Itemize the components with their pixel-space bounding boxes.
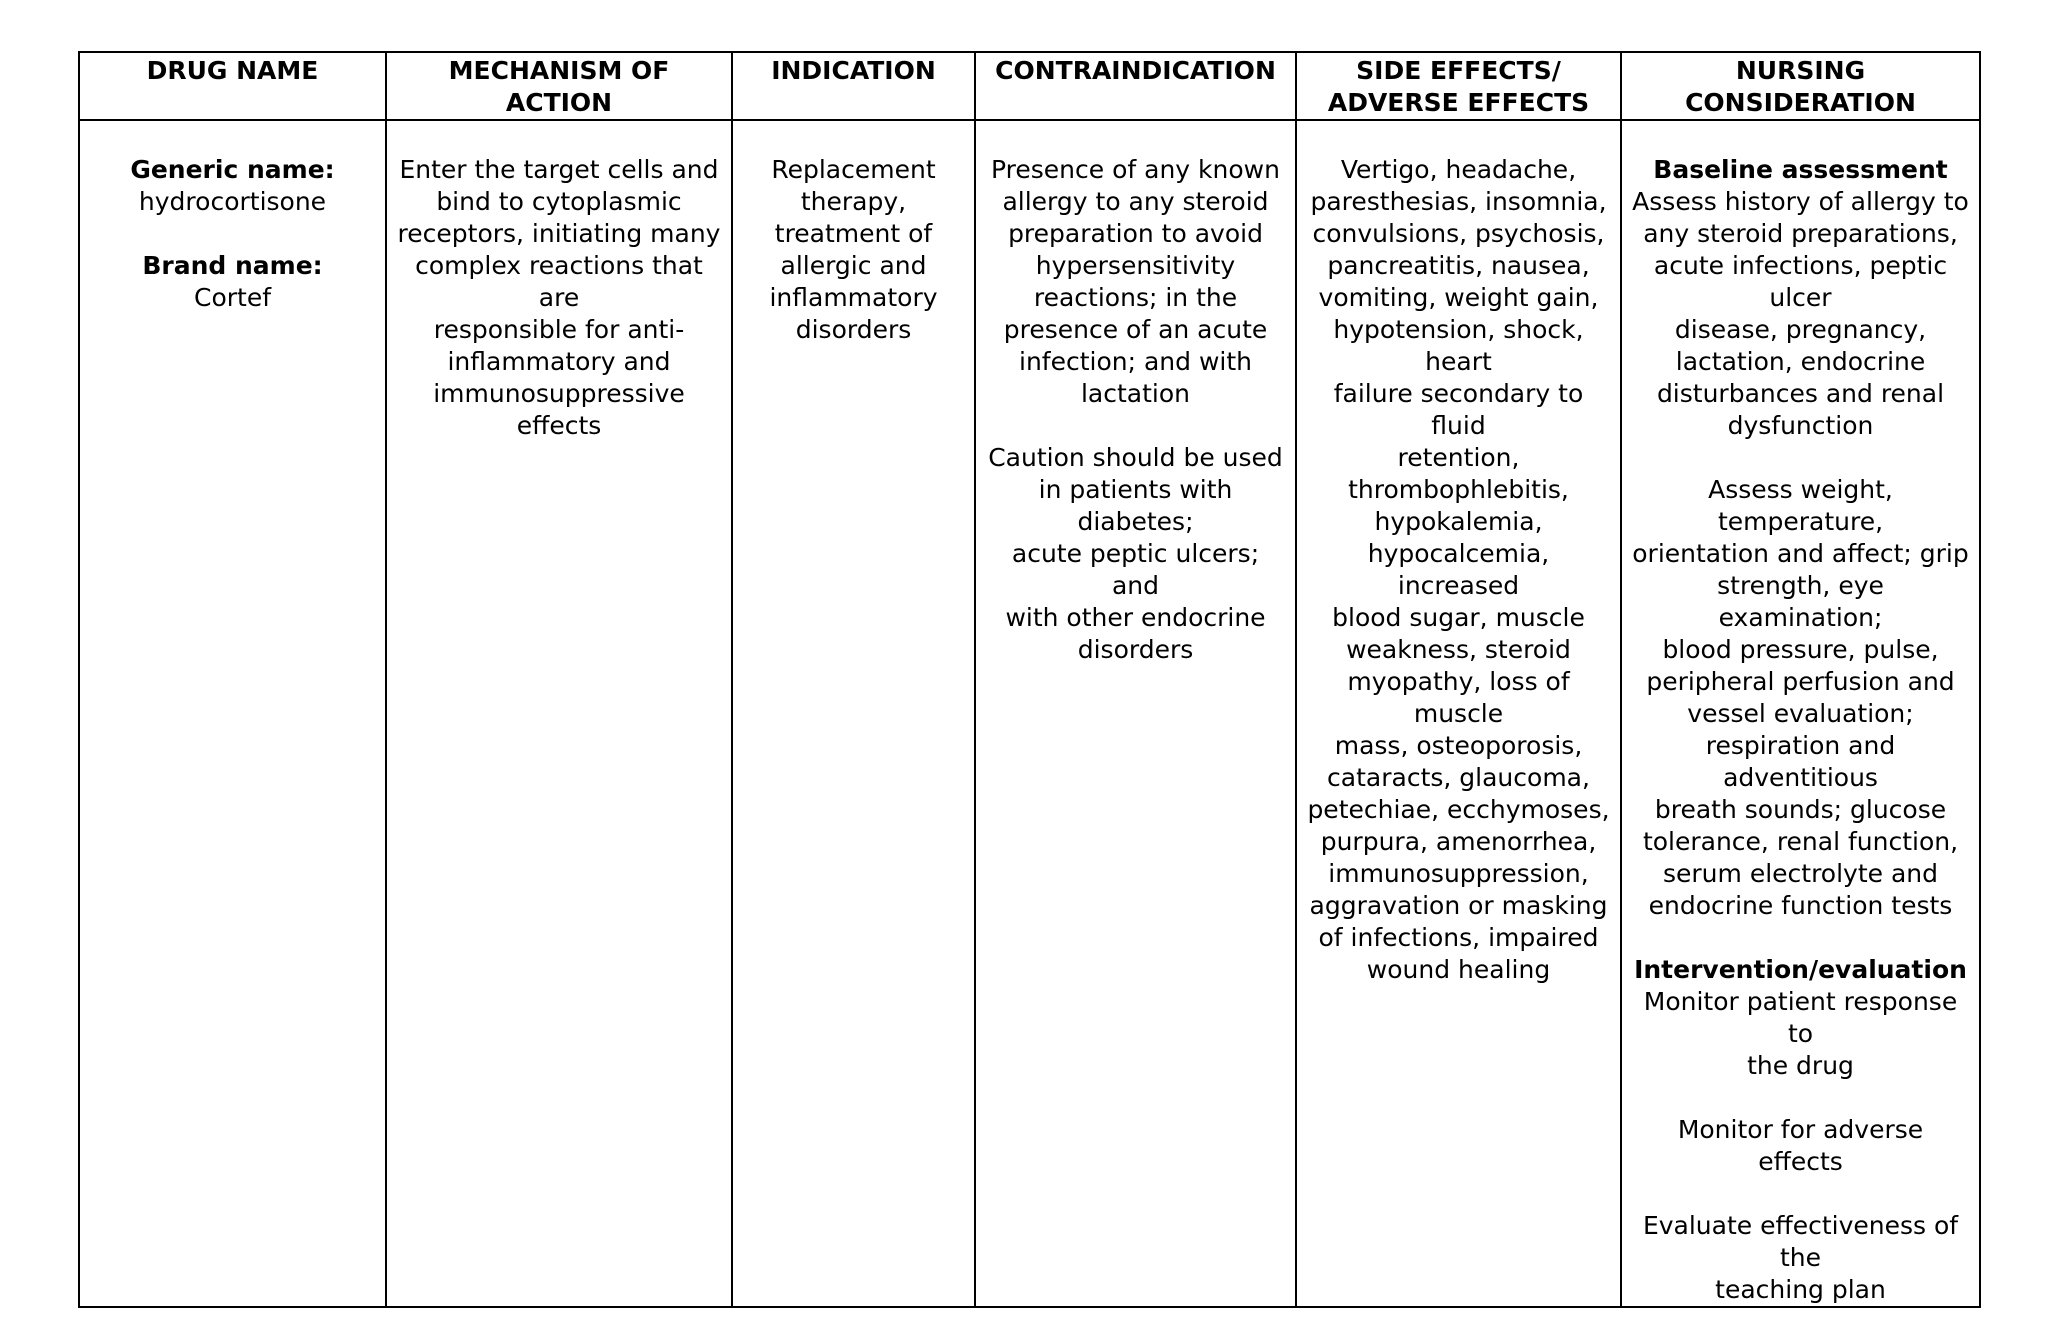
text-line: with other endocrine: [1005, 603, 1266, 632]
header-drug-name: [79, 52, 386, 120]
text-line: hypersensitivity: [1035, 251, 1236, 280]
side-effects-cell: [1296, 120, 1621, 1307]
text-line: blood sugar, muscle: [1332, 603, 1585, 632]
text-line: disorders: [1077, 635, 1194, 664]
text-line: inflammatory: [769, 283, 938, 312]
text-line: thrombophlebitis,: [1348, 475, 1569, 504]
generic-name-value: hydrocortisone: [138, 187, 327, 216]
baseline-paragraph-1: [1632, 186, 1969, 442]
text-line: dysfunction: [1727, 411, 1874, 440]
spacer: [1632, 1178, 1969, 1210]
header-nursing-consideration: [1621, 52, 1980, 120]
spacer: [1632, 442, 1969, 474]
text-line: the drug: [1747, 1051, 1854, 1080]
text-line: presence of an acute: [1003, 315, 1268, 344]
contraindication-cell: [975, 120, 1296, 1307]
text-line: infection; and with: [1019, 347, 1252, 376]
text-line: myopathy, loss of muscle: [1347, 667, 1570, 728]
text-line: breath sounds; glucose: [1654, 795, 1947, 824]
header-indication: [732, 52, 975, 120]
text-line: therapy,: [800, 187, 907, 216]
side-effects-text: [1307, 154, 1610, 986]
text-line: convulsions, psychosis,: [1312, 219, 1605, 248]
drug-name-cell: [79, 120, 386, 1307]
text-line: MECHANISM OF: [448, 56, 670, 85]
nursing-cell: [1621, 120, 1980, 1307]
text-line: orientation and affect; grip: [1632, 539, 1969, 568]
indication-cell: [732, 120, 975, 1307]
text-line: cataracts, glaucoma,: [1327, 763, 1590, 792]
text-line: petechiae, ecchymoses,: [1307, 795, 1610, 824]
text-line: paresthesias, insomnia,: [1310, 187, 1607, 216]
drug-row: [79, 120, 1980, 1307]
text-line: Evaluate effectiveness of the: [1642, 1211, 1959, 1272]
text-line: disturbances and renal: [1656, 379, 1945, 408]
brand-name-value: Cortef: [193, 283, 271, 312]
text-line: serum electrolyte and: [1662, 859, 1938, 888]
text-line: teaching plan: [1715, 1275, 1886, 1304]
baseline-assessment-heading: Baseline assessment: [1653, 155, 1948, 184]
text-line: NURSING: [1735, 56, 1866, 85]
indication-text: [743, 154, 964, 346]
mechanism-cell: [386, 120, 732, 1307]
text-line: INDICATION: [771, 56, 936, 85]
text-line: Monitor patient response to: [1643, 987, 1958, 1048]
text-line: inflammatory and: [447, 347, 671, 376]
text-line: lactation, endocrine: [1675, 347, 1926, 376]
text-line: peripheral perfusion and: [1646, 667, 1955, 696]
text-line: ADVERSE EFFECTS: [1327, 88, 1590, 117]
spacer: [1632, 1082, 1969, 1114]
intervention-evaluation-heading: Intervention/evaluation: [1634, 955, 1967, 984]
generic-name-label: Generic name:: [130, 155, 335, 184]
text-line: SIDE EFFECTS/: [1356, 56, 1561, 85]
text-line: lactation: [1080, 379, 1191, 408]
header-contraindication: [975, 52, 1296, 120]
text-line: of infections, impaired: [1318, 923, 1599, 952]
contraindication-paragraph-1: [986, 154, 1285, 410]
text-line: Vertigo, headache,: [1340, 155, 1577, 184]
text-line: tolerance, renal function,: [1642, 827, 1959, 856]
text-line: hypocalcemia, increased: [1367, 539, 1550, 600]
text-line: allergy to any steroid: [1002, 187, 1269, 216]
spacer: [1632, 922, 1969, 954]
text-line: Enter the target cells and: [399, 155, 719, 184]
intervention-paragraph-1: [1632, 986, 1969, 1082]
text-line: immunosuppression,: [1328, 859, 1589, 888]
text-line: reactions; in the: [1033, 283, 1238, 312]
brand-name-label: Brand name:: [142, 251, 323, 280]
header-mechanism-of-action: [386, 52, 732, 120]
text-line: CONSIDERATION: [1685, 88, 1916, 117]
spacer: [90, 218, 375, 250]
text-line: mass, osteoporosis,: [1334, 731, 1583, 760]
mechanism-text: [397, 154, 721, 442]
text-line: Monitor for adverse effects: [1677, 1115, 1924, 1176]
text-line: acute peptic ulcers; and: [1011, 539, 1260, 600]
text-line: preparation to avoid: [1008, 219, 1263, 248]
text-line: disease, pregnancy,: [1674, 315, 1927, 344]
text-line: responsible for anti-: [433, 315, 685, 344]
drug-study-table: [78, 51, 1981, 1308]
text-line: treatment of: [774, 219, 933, 248]
text-line: receptors, initiating many: [397, 219, 721, 248]
text-line: purpura, amenorrhea,: [1320, 827, 1597, 856]
text-line: disorders: [795, 315, 912, 344]
text-line: aggravation or masking: [1309, 891, 1608, 920]
text-line: ACTION: [505, 88, 613, 117]
intervention-paragraph-2: [1632, 1114, 1969, 1178]
text-line: strength, eye examination;: [1717, 571, 1884, 632]
text-line: DRUG NAME: [146, 56, 319, 85]
text-line: failure secondary to fluid: [1333, 379, 1584, 440]
text-line: CONTRAINDICATION: [995, 56, 1276, 85]
text-line: retention,: [1397, 443, 1520, 472]
text-line: weakness, steroid: [1346, 635, 1571, 664]
spacer: [986, 410, 1285, 442]
text-line: hypokalemia,: [1374, 507, 1543, 536]
text-line: complex reactions that are: [415, 251, 703, 312]
baseline-paragraph-2: [1632, 474, 1969, 922]
text-line: Replacement: [771, 155, 936, 184]
text-line: Assess history of allergy to: [1632, 187, 1969, 216]
text-line: in patients with diabetes;: [1038, 475, 1233, 536]
text-line: Caution should be used: [988, 443, 1283, 472]
header-row: [79, 52, 1980, 120]
text-line: wound healing: [1366, 955, 1551, 984]
text-line: vessel evaluation;: [1687, 699, 1914, 728]
text-line: respiration and adventitious: [1705, 731, 1896, 792]
text-line: vomiting, weight gain,: [1318, 283, 1599, 312]
contraindication-paragraph-2: [986, 442, 1285, 666]
text-line: endocrine function tests: [1648, 891, 1953, 920]
text-line: acute infections, peptic ulcer: [1653, 251, 1948, 312]
text-line: any steroid preparations,: [1643, 219, 1958, 248]
header-side-effects: [1296, 52, 1621, 120]
text-line: Presence of any known: [991, 155, 1280, 184]
intervention-paragraph-3: [1632, 1210, 1969, 1306]
text-line: Assess weight, temperature,: [1708, 475, 1893, 536]
text-line: pancreatitis, nausea,: [1327, 251, 1590, 280]
text-line: hypotension, shock, heart: [1333, 315, 1584, 376]
text-line: immunosuppressive effects: [433, 379, 685, 440]
text-line: blood pressure, pulse,: [1662, 635, 1939, 664]
text-line: bind to cytoplasmic: [436, 187, 682, 216]
text-line: allergic and: [780, 251, 927, 280]
